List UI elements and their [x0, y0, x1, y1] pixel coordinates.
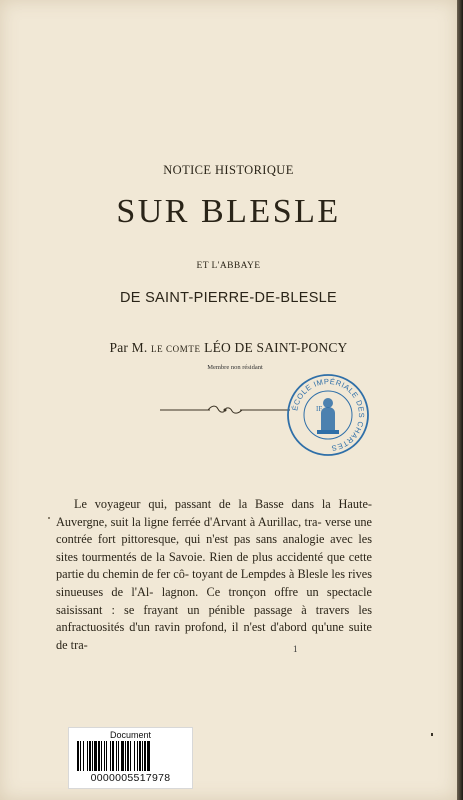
- barcode-number: 0000005517978: [90, 772, 171, 784]
- barcode-icon: [77, 741, 184, 771]
- page-edge: [457, 0, 463, 800]
- page-number: 1: [293, 644, 298, 654]
- body-paragraph: [56, 496, 372, 654]
- barcode-bar: [98, 741, 100, 771]
- barcode-bar: [83, 741, 84, 771]
- barcode-bar: [130, 741, 131, 771]
- barcode-bar: [142, 741, 143, 771]
- author-name: LÉO DE SAINT-PONCY: [204, 340, 348, 355]
- author-rank: LE COMTE: [151, 344, 201, 354]
- body-line: Auvergne, suit la ligne ferrée d'Arvant à Aurillac, tra-: [56, 514, 322, 529]
- body-line: plus accidenté que cette partie du chemin de fer cô-: [56, 549, 372, 582]
- stamp-initials: IF: [316, 405, 323, 413]
- barcode-bar: [139, 741, 141, 771]
- author-role: Membre non résidant: [207, 364, 263, 371]
- library-stamp-icon: [286, 373, 370, 457]
- barcode-bar: [125, 741, 126, 771]
- barcode-bar: [144, 741, 146, 771]
- barcode-bar: [101, 741, 102, 771]
- body-line: Le voyageur qui, passant de la Basse dans la Haute-: [74, 497, 372, 511]
- document-title: SUR BLESLE: [116, 193, 341, 230]
- barcode-bar: [80, 741, 81, 771]
- barcode-bar: [127, 741, 129, 771]
- body-line: lagnon. Ce tronçon offre un spectacle saisissant : se: [56, 584, 372, 617]
- document-subtitle: ET L'ABBAYE: [196, 261, 261, 271]
- barcode-bar: [118, 741, 119, 771]
- barcode-bar: [92, 741, 93, 771]
- barcode-bar: [89, 741, 91, 771]
- barcode-bar: [121, 741, 124, 771]
- barcode-bar: [147, 741, 150, 771]
- barcode-bar: [87, 741, 88, 771]
- barcode-bar: [104, 741, 105, 771]
- abbey-title: DE SAINT-PIERRE-DE-BLESLE: [120, 290, 337, 306]
- body-line: toyant de Lempdes à Blesle les rives sinueuses de l'Al-: [56, 567, 373, 599]
- barcode-bar: [134, 741, 135, 771]
- barcode-bar: [110, 741, 111, 771]
- body-line: verse une contrée fort pittoresque, qui n'est pas sans: [56, 514, 373, 547]
- ornament-divider-icon: [160, 403, 290, 417]
- barcode-bar: [94, 741, 97, 771]
- margin-mark: [48, 517, 50, 519]
- body-line: analogie avec les sites tourmentés de la Savoie. Rien de: [56, 532, 373, 564]
- barcode-bar: [137, 741, 138, 771]
- body-line: frayant un pénible passage à travers les anfractuosités: [56, 602, 372, 635]
- barcode-bar: [116, 741, 117, 771]
- notice-kicker: NOTICE HISTORIQUE: [163, 163, 294, 177]
- stamp-text: ÉCOLE IMPÉRIALE DES CHARTES: [290, 376, 367, 453]
- author-prefix: Par M.: [109, 340, 148, 355]
- barcode-label: [68, 727, 193, 789]
- barcode-bar: [106, 741, 107, 771]
- barcode-bar: [112, 741, 114, 771]
- margin-mark: [431, 733, 433, 736]
- label-header: Document: [109, 730, 152, 740]
- author-line: [0, 340, 457, 356]
- barcode-bar: [77, 741, 79, 771]
- body-line: d'un ravin profond, il n'est d'abord qu'une suite de tra-: [56, 620, 372, 652]
